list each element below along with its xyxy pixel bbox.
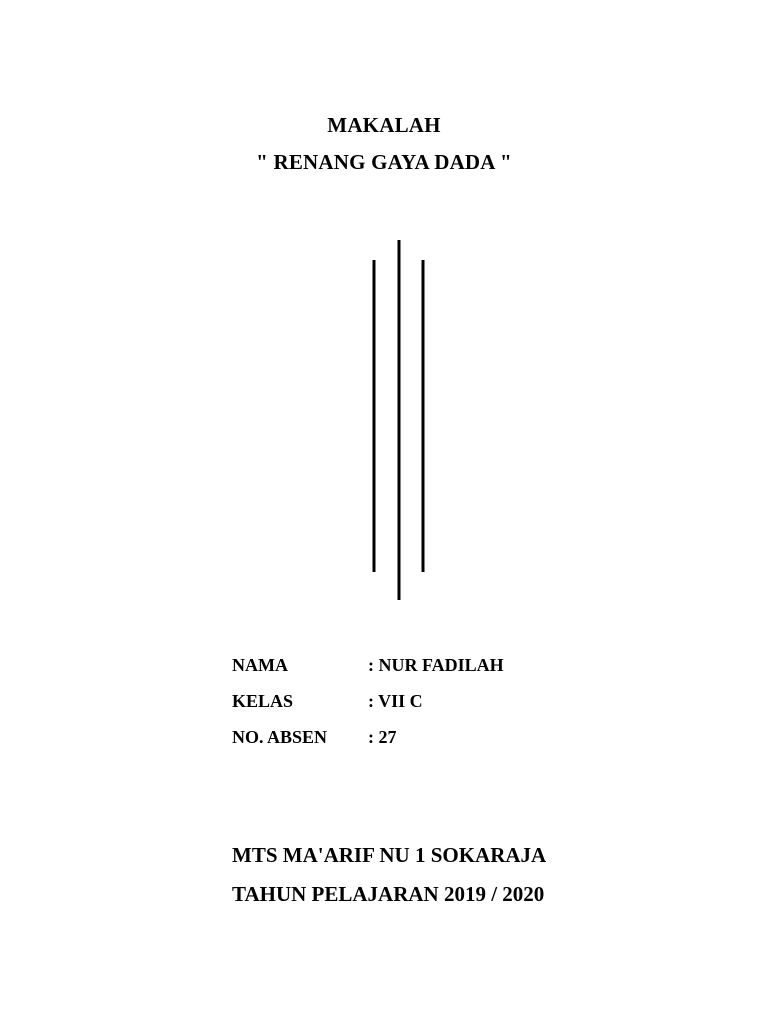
document-topic-title: " RENANG GAYA DADA ": [256, 150, 512, 174]
class-label: KELAS: [232, 691, 294, 711]
academic-year: TAHUN PELAJARAN 2019 / 2020: [232, 882, 545, 906]
name-value: : NUR FADILAH: [368, 655, 504, 675]
absen-label: NO. ABSEN: [232, 727, 328, 747]
school-name: MTS MA'ARIF NU 1 SOKARAJA: [232, 843, 547, 867]
class-value: : VII C: [368, 691, 423, 711]
document-type-heading: MAKALAH: [327, 113, 441, 137]
name-label: NAMA: [232, 655, 288, 675]
vertical-lines-ornament: [360, 238, 440, 603]
absen-value: : 27: [368, 727, 397, 747]
